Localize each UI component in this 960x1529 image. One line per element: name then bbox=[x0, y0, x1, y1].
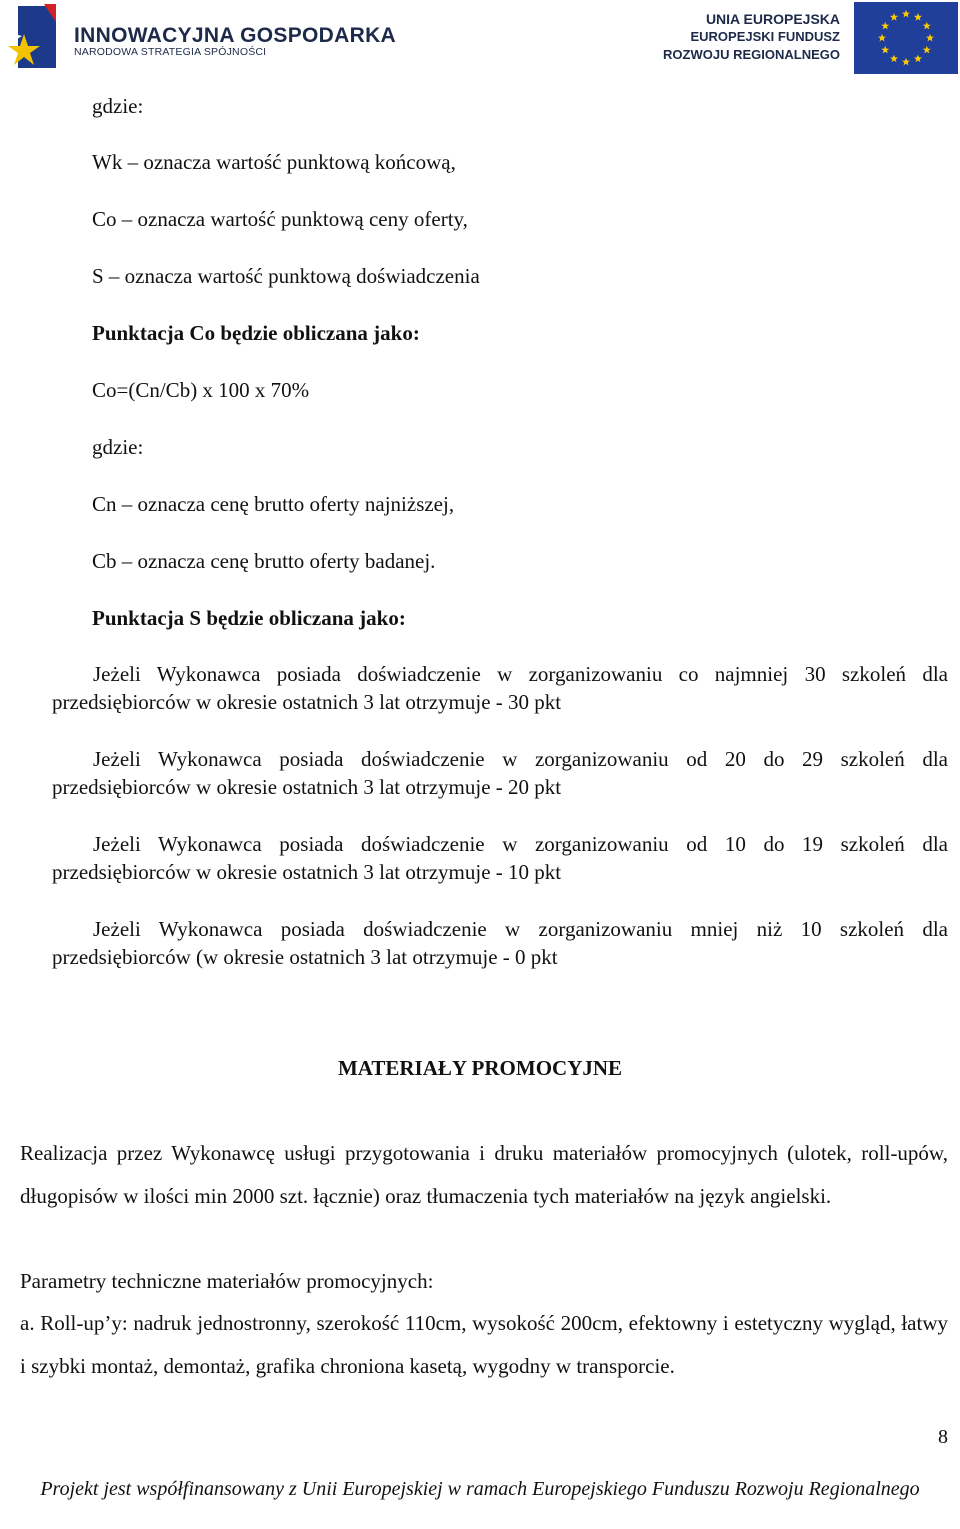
page-number: 8 bbox=[938, 1426, 948, 1448]
eu-logo-text bbox=[663, 10, 840, 64]
logo-title: INNOWACYJNA GOSPODARKA bbox=[74, 24, 397, 47]
eu-logo bbox=[658, 2, 958, 74]
footer-note: Projekt jest współfinansowany z Unii Europejskiej w ramach Europejskiego Funduszu Rozwoju Regionalnego bbox=[40, 1478, 920, 1500]
eu-line1: UNIA EUROPEJSKA bbox=[705, 11, 840, 27]
rule-30: Jeżeli Wykonawca posiada doświadczenie w zorganizowaniu co najmniej 30 szkoleń dla przedsiębiorców w okresie ostatnich 3 lat otrzymuje - 30 pkt bbox=[52, 662, 948, 714]
logo-subtitle: NARODOWA STRATEGIA SPÓJNOŚCI bbox=[74, 46, 267, 58]
gdzie-label-1: gdzie: bbox=[92, 94, 144, 118]
realizacja-paragraph: Realizacja przez Wykonawcę usługi przygotowania i druku materiałów promocyjnych (ulotek, roll-upów, długopisów w ilości min 2000 szt. łącznie) oraz tłumaczenia tych materiałów na język angielski. bbox=[20, 1141, 948, 1208]
definition-s: S – oznacza wartość punktową doświadczenia bbox=[92, 264, 480, 288]
rollup-paragraph: a. Roll-up’y: nadruk jednostronny, szerokość 110cm, wysokość 200cm, efektowny i estetyczny wygląd, łatwy i szybki montaż, demontaż, grafika chroniona kasetą, wygodny w transporcie. bbox=[20, 1311, 948, 1378]
gdzie-label-2: gdzie: bbox=[92, 435, 144, 459]
parametry-label: Parametry techniczne materiałów promocyjnych: bbox=[20, 1269, 434, 1293]
eu-line2: EUROPEJSKI FUNDUSZ bbox=[690, 29, 840, 44]
section-heading: MATERIAŁY PROMOCYJNE bbox=[337, 1056, 623, 1080]
co-heading: Punktacja Co będzie obliczana jako: bbox=[92, 321, 420, 345]
definition-wk: Wk – oznacza wartość punktową końcową, bbox=[92, 150, 456, 174]
rule-20: Jeżeli Wykonawca posiada doświadczenie w zorganizowaniu od 20 do 29 szkoleń dla przedsiębiorców w okresie ostatnich 3 lat otrzymuje - 20 pkt bbox=[52, 747, 948, 799]
definition-co: Co – oznacza wartość punktową ceny oferty, bbox=[92, 207, 468, 231]
definition-cn: Cn – oznacza cenę brutto oferty najniższej, bbox=[92, 492, 455, 516]
s-heading: Punktacja S będzie obliczana jako: bbox=[92, 606, 406, 630]
definition-cb: Cb – oznacza cenę brutto oferty badanej. bbox=[92, 549, 436, 573]
eu-line3: ROZWOJU REGIONALNEGO bbox=[663, 47, 840, 62]
rule-10: Jeżeli Wykonawca posiada doświadczenie w zorganizowaniu od 10 do 19 szkoleń dla przedsiębiorców w okresie ostatnich 3 lat otrzymuje - 10 pkt bbox=[52, 832, 948, 884]
co-formula: Co=(Cn/Cb) x 100 x 70% bbox=[92, 378, 310, 402]
star-logo-icon bbox=[4, 2, 66, 70]
eu-flag-icon bbox=[854, 2, 958, 74]
innowacyjna-gospodarka-logo bbox=[4, 2, 397, 72]
rule-0: Jeżeli Wykonawca posiada doświadczenie w zorganizowaniu mniej niż 10 szkoleń dla przedsiębiorców (w okresie ostatnich 3 lat otrzymuje - 0 pkt bbox=[52, 917, 948, 969]
